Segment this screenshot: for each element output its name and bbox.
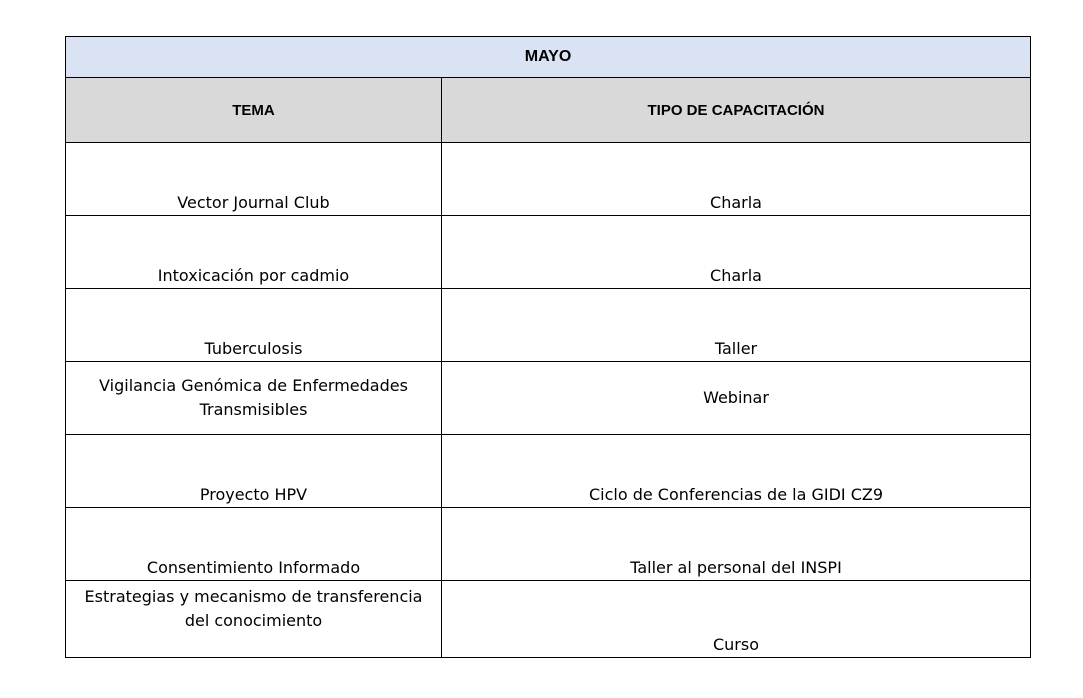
column-header-tipo: TIPO DE CAPACITACIÓN [442,78,1031,143]
column-header-row [66,78,1031,143]
tema-cell: Consentimiento Informado [66,508,442,581]
tipo-cell: Taller al personal del INSPI [442,508,1031,581]
tipo-cell: Charla [442,143,1031,216]
tema-cell: Proyecto HPV [66,435,442,508]
table-row [66,508,1031,581]
tipo-cell: Ciclo de Conferencias de la GIDI CZ9 [442,435,1031,508]
month-title: MAYO [66,37,1031,78]
tema-cell: Vector Journal Club [66,143,442,216]
tema-cell: Estrategias y mecanismo de transferencia del conocimiento [66,581,442,658]
tipo-cell: Charla [442,216,1031,289]
tema-cell: Vigilancia Genómica de Enfermedades Transmisibles [66,362,442,435]
table-row [66,435,1031,508]
tipo-cell: Webinar [442,362,1031,435]
tema-cell: Tuberculosis [66,289,442,362]
tema-cell: Intoxicación por cadmio [66,216,442,289]
training-schedule-table [65,36,1031,658]
table-row [66,289,1031,362]
table-row [66,216,1031,289]
column-header-tema: TEMA [66,78,442,143]
table-row [66,143,1031,216]
table-row [66,362,1031,435]
tipo-cell: Curso [442,581,1031,658]
tipo-cell: Taller [442,289,1031,362]
table-row [66,581,1031,658]
month-header-row [66,37,1031,78]
